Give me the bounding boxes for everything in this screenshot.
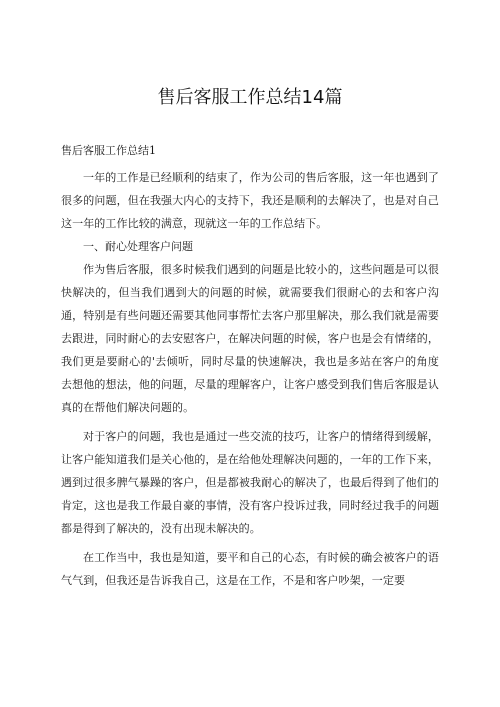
document-body bbox=[61, 166, 439, 592]
paragraph-communication: 对于客户的问题，我也是通过一些交流的技巧，让客户的情绪得到缓解，让客户能知道我们是关心他的，是在给他处理解决问题的，一年的工作下来，遇到过很多脾气暴躁的客户，但是都被我耐心的解决了，也最后得到了他们的肯定，这也是我工作最自豪的事情，没有客户投诉过我，同时经过我手的问题都是得到了解决的，没有出现未解决的。 bbox=[61, 430, 439, 535]
paragraph-attitude: 在工作当中，我也是知道，要平和自己的心态，有时候的确会被客户的语气气到，但我还是告诉我自己，这是在工作，不是和客户吵架，一定要 bbox=[61, 551, 439, 587]
document-title: 售后客服工作总结14篇 bbox=[157, 87, 343, 108]
paragraph-intro: 一年的工作是已经顺利的结束了，作为公司的售后客服，这一年也遇到了很多的问题，但在我强大内心的支持下，我还是顺利的去解决了，也是对自己这一年的工作比较的满意，现就这一年的工作总结下。 bbox=[61, 171, 439, 230]
paragraph-patience: 作为售后客服，很多时候我们遇到的问题是比较小的，这些问题是可以很快解决的，但当我们遇到大的问题的时候，就需要我们很耐心的去和客户沟通，特别是有些问题还需要其他同事帮忙去客户那里解决，那么我们就是需要去跟进，同时耐心的去安慰客户，在解决问题的时候，客户也是会有情绪的，我们更是要耐心的'去倾听，同时尽量的快速解决，我也是多站在客户的角度去想他的想法，他的问题，尽量的理解客户，让客户感受到我们售后客服是认真的在帮他们解决问题的。 bbox=[61, 263, 439, 414]
section-label: 售后客服工作总结1 bbox=[61, 144, 156, 157]
section-heading: 一、耐心处理客户问题 bbox=[83, 240, 193, 253]
